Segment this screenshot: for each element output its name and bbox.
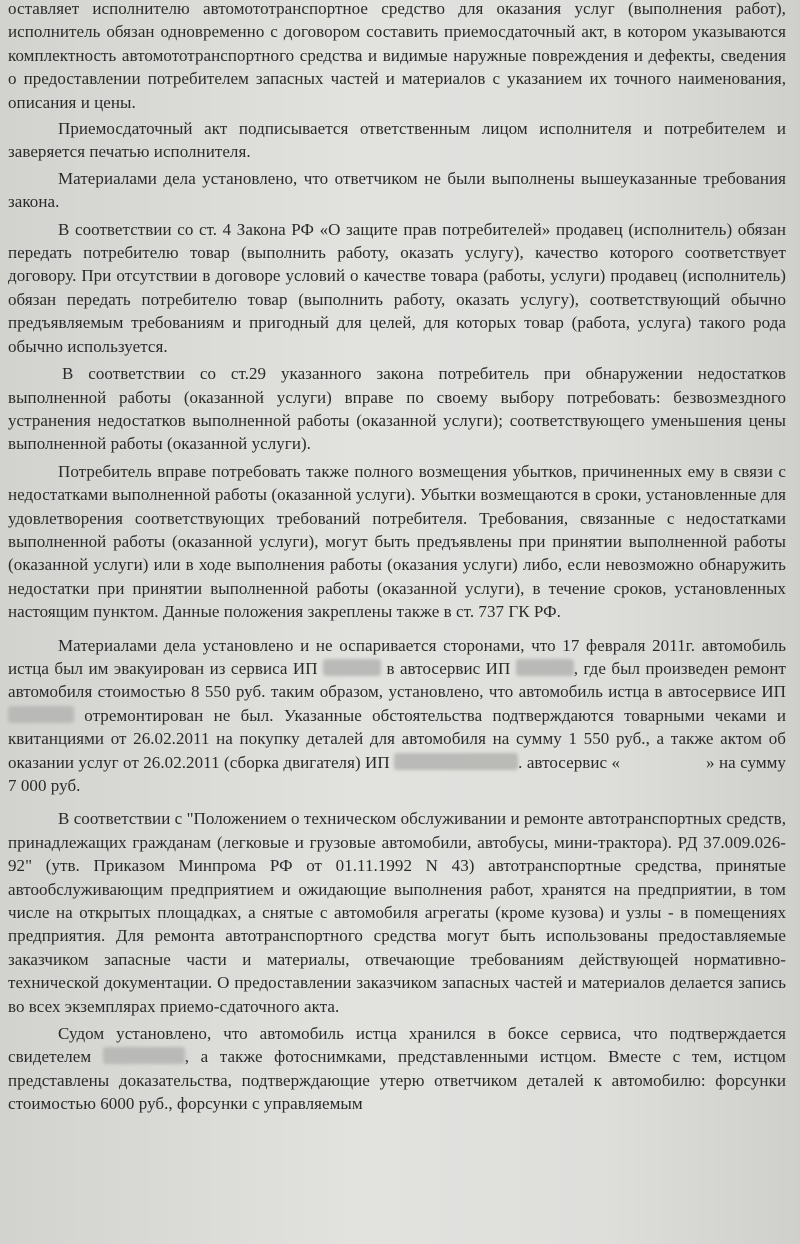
case-facts-text-1: Материалами дела установлено и не оспаривается сторонами, что 17 февраля 2011г. автомобиль истца был им эвакуирован из сервиса ИП <box>8 635 786 678</box>
paragraph-article-29: В соответствии со ст.29 указанного закона потребитель при обнаружении недостатков выполненной работы (оказанной услуги) вправе по своему выбору потребовать: безвозмездного устранения недостатков выполненной работы (оказанной услуги); соответствующего уменьшения цены выполненной работы (оказанной услуги). <box>8 364 786 454</box>
paragraph-act-signing: Приемосдаточный акт подписывается ответственным лицом исполнителя и потребителем и заверяется печатью исполнителя. <box>8 119 786 162</box>
case-facts-text-6: . автосервис « <box>518 752 621 772</box>
redacted-name-1 <box>323 659 381 676</box>
paragraph-regulation-rd: В соответствии с "Положением о техническом обслуживании и ремонте автотранспортных средств, принадлежащих гражданам (легковые и грузовые автомобили, автобусы, мини-трактора). РД 37.009.026-92" (утв. Приказом Минпрома РФ от 01.11.1992 N 43) автотранспортные средства, принятые автообслуживающим предприятием и ожидающие выполнения работ, хранятся на предприятии, в том числе на открытых площадках, а снятые с автомобиля агрегаты (кроме кузова) и узлы - в помещениях предприятия. Для ремонта автотранспортного средства могут быть использованы предоставляемые заказчиком запасные части и материалы, отвечающие требованиям действующей нормативно-технической документации. О предоставлении заказчиком запасных частей и материалов делается запись во всех экземплярах приемо-сдаточного акта. <box>8 809 786 1016</box>
paragraph-article-4: В соответствии со ст. 4 Закона РФ «О защите прав потребителей» продавец (исполнитель) обязан передать потребителю товар (выполнить работу, оказать услугу), качество которого соответствует договору. При отсутствии в договоре условий о качестве товара (работы, услуги) продавец (исполнитель) обязан передать потребителю товар (выполнить работу, оказать услугу), соответствующий обычно предъявляемым требованиям и пригодный для целей, для которых товар (работа, услуга) такого рода обычно используется. <box>8 219 786 356</box>
paragraph-acceptance-act-duty: оставляет исполнителю автомототранспортное средство для оказания услуг (выполнения работ), исполнитель обязан одновременно с договором составить приемосдаточный акт, в котором указываются комплектность автомототранспортного средства и видимые наружные повреждения и дефекты, сведения о предоставлении потребителем запасных частей и материалов с указанием их точного наименования, описания и цены. <box>8 0 786 112</box>
case-facts-text-7: » <box>706 752 715 772</box>
redacted-name-2 <box>516 659 574 676</box>
court-findings-text-1: Судом установлено, что автомобиль истца хранился в боксе сервиса, что подтверждается свидетелем <box>8 1024 786 1067</box>
case-facts-text-2: в автосервис ИП <box>386 658 511 678</box>
paragraph-case-facts <box>8 634 786 798</box>
court-findings-text-2: , а также фотоснимками, представленными истцом. Вместе с тем, истцом представлены доказательства, подтверждающие утерю ответчиком деталей к автомобилю: форсунки стоимостью 6000 руб., форсунки с управляемым <box>8 1047 786 1114</box>
redacted-name-4 <box>394 753 518 770</box>
case-facts-text-4: где был произведен ремонт автомобиля стоимостью 8 550 руб. таким образом, установлено, что автомобиль истца в автосервисе ИП <box>8 658 786 702</box>
case-facts-text-3: , <box>573 658 579 678</box>
paragraph-court-findings <box>8 1022 786 1116</box>
redacted-witness-name <box>103 1047 185 1064</box>
case-facts-text-5: отремонтирован не был. Указанные обстоятельства подтверждаются товарными чеками и квитанциями от 26.02.2011 на покупку деталей для автомобиля на сумму 1 550 руб., а также актом об оказании услуг от 26.02.2011 (сборка двигателя) ИП <box>8 705 786 772</box>
redacted-name-3 <box>8 706 74 723</box>
case-facts-text-8: на сумму 7 000 руб. <box>8 752 786 795</box>
paragraph-damages: Потребитель вправе потребовать также полного возмещения убытков, причиненных ему в связи с недостатками выполненной работы (оказанной услуги). Убытки возмещаются в сроки, установленные для удовлетворения соответствующих требований потребителя. Требования, связанные с недостатками выполненной работы (оказанной услуги), могут быть предъявлены при принятии выполненной работы (оказанной услуги) или в ходе выполнения работы (оказания услуги) либо, если невозможно обнаружить недостатки при принятии выполненной работы (оказанной услуги), в течение сроков, установленных настоящим пунктом. Данные положения закреплены также в ст. 737 ГК РФ. <box>8 461 786 622</box>
paragraph-requirements-not-met: Материалами дела установлено, что ответчиком не были выполнены вышеуказанные требования закона. <box>8 168 786 212</box>
